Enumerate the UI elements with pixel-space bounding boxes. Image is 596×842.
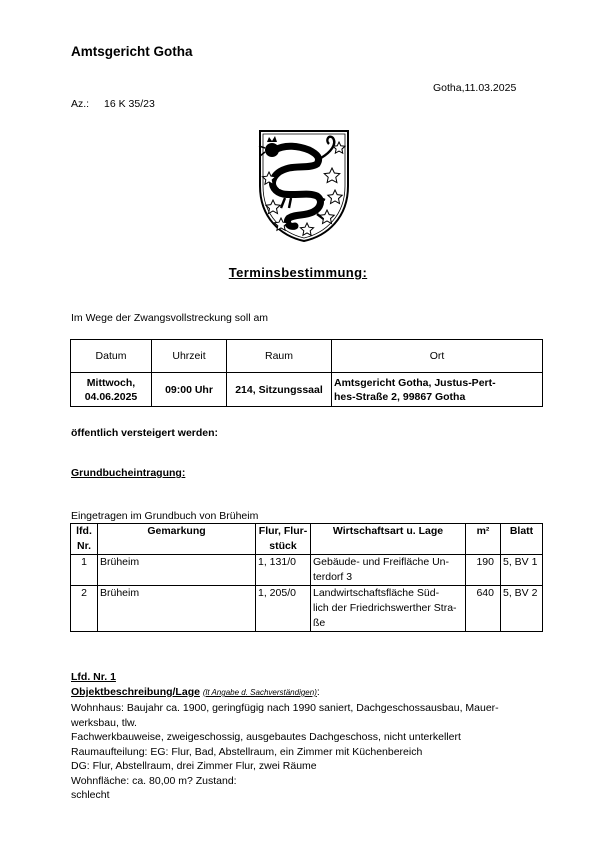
cell-gemarkung: Brüheim <box>98 586 256 632</box>
file-number-label: Az.: <box>71 98 90 110</box>
header-time: Uhrzeit <box>152 340 227 373</box>
cell-place <box>332 373 543 407</box>
header-room: Raum <box>227 340 332 373</box>
cell-gemarkung: Brüheim <box>98 555 256 586</box>
header-blatt: Blatt <box>501 524 543 555</box>
place-line-1: Amtsgericht Gotha, Justus-Pert- <box>334 376 496 389</box>
wirtschaft-line-1: Gebäude- und Freifläche Un- <box>313 556 449 568</box>
auction-statement: öffentlich versteigert werden: <box>71 427 219 439</box>
cell-nr: 2 <box>71 586 98 632</box>
land-register-heading: Grundbucheintragung: <box>71 467 186 479</box>
cell-wirtschaft <box>311 586 466 632</box>
header-nr <box>71 524 98 555</box>
object-description <box>71 701 499 803</box>
header-nr-line-1: lfd. <box>76 525 92 537</box>
header-place: Ort <box>332 340 543 373</box>
table-header-row <box>71 340 543 373</box>
description-line: werksbau, tlw. <box>71 716 137 729</box>
date-value: 04.06.2025 <box>84 390 138 403</box>
cell-blatt: 5, BV 1 <box>501 555 543 586</box>
court-name: Amtsgericht Gotha <box>71 44 193 59</box>
header-wirtschaft: Wirtschaftsart u. Lage <box>311 524 466 555</box>
object-description-heading <box>71 686 320 698</box>
header-area: m² <box>466 524 501 555</box>
cell-room: 214, Sitzungssaal <box>227 373 332 407</box>
cell-wirtschaft <box>311 555 466 586</box>
cell-area: 190 <box>466 555 501 586</box>
land-register-subheading: Eingetragen im Grundbuch von Brüheim <box>71 510 259 522</box>
file-number: 16 K 35/23 <box>104 98 155 110</box>
appointment-table <box>70 339 543 407</box>
document-title: Terminsbestimmung: <box>228 265 368 280</box>
object-description-label: Objektbeschreibung/Lage <box>71 686 200 698</box>
header-nr-line-2: Nr. <box>76 540 91 552</box>
table-row <box>71 555 543 586</box>
header-flur-line-2: stück <box>269 540 297 552</box>
table-row <box>71 586 543 632</box>
wirtschaft-line-3: ße <box>313 617 326 629</box>
lot-heading: Lfd. Nr. 1 <box>71 671 116 683</box>
expert-note: (lt Angabe d. Sachverständigen) <box>202 688 317 697</box>
place-date: Gotha,11.03.2025 <box>433 82 517 94</box>
description-line: Wohnhaus: Baujahr ca. 1900, geringfügig nach 1990 saniert, Dachgeschossausbau, Mauer- <box>71 702 499 714</box>
description-line: Fachwerkbauweise, zweigeschossig, ausgebautes Dachgeschoss, nicht unterkellert <box>71 731 461 743</box>
cell-nr: 1 <box>71 555 98 586</box>
table-header-row <box>71 524 543 555</box>
header-gemarkung: Gemarkung <box>98 524 256 555</box>
cell-flur: 1, 205/0 <box>256 586 311 632</box>
header-date: Datum <box>71 340 152 373</box>
description-line: Raumaufteilung: EG: Flur, Bad, Abstellraum, ein Zimmer mit Küchenbereich <box>71 745 423 758</box>
wirtschaft-line-1: Landwirtschaftsfläche Süd- <box>313 587 440 599</box>
description-line: Wohnfläche: ca. 80,00 m? Zustand: <box>71 774 237 787</box>
header-flur-line-1: Flur, Flur- <box>258 525 308 537</box>
cell-flur: 1, 131/0 <box>256 555 311 586</box>
wirtschaft-line-2: terdorf 3 <box>313 571 353 583</box>
object-colon: : <box>316 686 320 698</box>
thuringia-coat-of-arms-icon <box>255 128 353 244</box>
land-register-table <box>70 523 543 632</box>
description-line: DG: Flur, Abstellraum, drei Zimmer Flur, zwei Räume <box>71 760 317 772</box>
table-row <box>71 373 543 407</box>
place-line-2: hes-Straße 2, 99867 Gotha <box>334 390 466 403</box>
cell-area: 640 <box>466 586 501 632</box>
date-weekday: Mittwoch, <box>86 376 136 389</box>
cell-time: 09:00 Uhr <box>152 373 227 407</box>
description-line: schlecht <box>71 789 110 801</box>
header-flur <box>256 524 311 555</box>
cell-date <box>71 373 152 407</box>
wirtschaft-line-2: lich der Friedrichswerther Stra- <box>313 602 457 614</box>
intro-text: Im Wege der Zwangsvollstreckung soll am <box>71 312 269 324</box>
cell-blatt: 5, BV 2 <box>501 586 543 632</box>
